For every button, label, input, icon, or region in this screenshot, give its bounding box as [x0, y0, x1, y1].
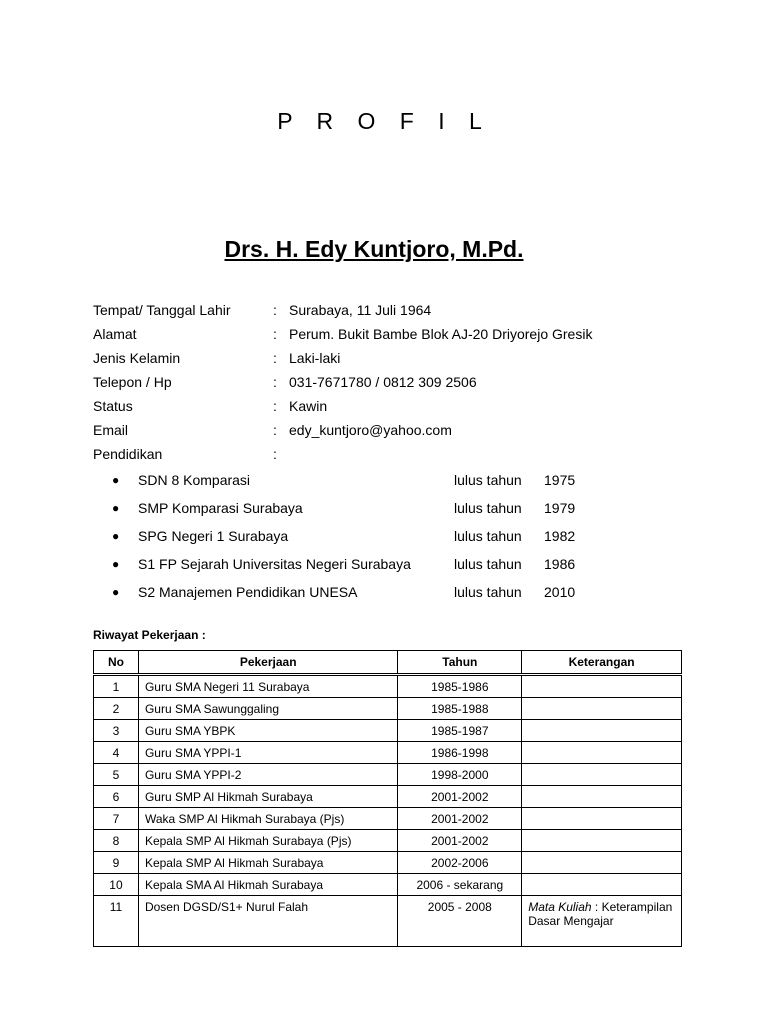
- list-item: [112, 494, 672, 522]
- cell-year: 2002-2006: [398, 852, 522, 874]
- cell-job: Guru SMA YBPK: [138, 720, 397, 742]
- graduation-label: lulus tahun: [454, 528, 522, 544]
- info-row: [93, 298, 693, 322]
- cell-no: 7: [94, 808, 139, 830]
- cell-job: Dosen DGSD/S1+ Nurul Falah: [138, 896, 397, 947]
- school-name: SDN 8 Komparasi: [138, 472, 251, 488]
- info-value: 031-7671780 / 0812 309 2506: [289, 374, 477, 390]
- cell-job: Waka SMP Al Hikmah Surabaya (Pjs): [138, 808, 397, 830]
- cell-keterangan: [522, 808, 682, 830]
- cell-year: 1986-1998: [398, 742, 522, 764]
- cell-no: 4: [94, 742, 139, 764]
- graduation-year: 1982: [544, 528, 576, 544]
- info-label: Pendidikan: [93, 446, 163, 462]
- table-row: [94, 742, 682, 764]
- bullet-icon: ●: [112, 557, 120, 571]
- info-row: [93, 370, 693, 394]
- cell-no: 9: [94, 852, 139, 874]
- table-row: [94, 698, 682, 720]
- info-colon: :: [273, 446, 277, 462]
- bullet-icon: ●: [112, 473, 120, 487]
- page-title: P R O F I L: [277, 108, 491, 134]
- list-item: [112, 466, 672, 494]
- cell-keterangan: [522, 852, 682, 874]
- cell-job: Kepala SMA Al Hikmah Surabaya: [138, 874, 397, 896]
- info-label: Alamat: [93, 326, 137, 342]
- bullet-icon: ●: [112, 529, 120, 543]
- table-row: [94, 720, 682, 742]
- list-item: [112, 578, 672, 606]
- education-list: [112, 466, 672, 606]
- graduation-year: 2010: [544, 584, 576, 600]
- graduation-year: 1986: [544, 556, 576, 572]
- info-row: [93, 394, 693, 418]
- cell-no: 5: [94, 764, 139, 786]
- cell-year: 1985-1986: [398, 675, 522, 698]
- school-name: SMP Komparasi Surabaya: [138, 500, 303, 516]
- cell-job: Kepala SMP Al Hikmah Surabaya (Pjs): [138, 830, 397, 852]
- cell-keterangan: [522, 698, 682, 720]
- info-colon: :: [273, 302, 277, 318]
- cell-job: Guru SMP Al Hikmah Surabaya: [138, 786, 397, 808]
- table-row: [94, 764, 682, 786]
- info-row: [93, 322, 693, 346]
- cell-no: 10: [94, 874, 139, 896]
- table-row: [94, 852, 682, 874]
- cell-no: 2: [94, 698, 139, 720]
- list-item: [112, 522, 672, 550]
- info-row: [93, 418, 693, 442]
- bullet-icon: ●: [112, 501, 120, 515]
- cell-year: 2001-2002: [398, 830, 522, 852]
- info-colon: :: [273, 350, 277, 366]
- graduation-label: lulus tahun: [454, 472, 522, 488]
- info-label: Status: [93, 398, 133, 414]
- header-tahun: Tahun: [398, 651, 522, 675]
- header-no: No: [94, 651, 139, 675]
- cell-no: 8: [94, 830, 139, 852]
- table-row: [94, 896, 682, 947]
- cell-no: 3: [94, 720, 139, 742]
- header-keterangan: Keterangan: [522, 651, 682, 675]
- school-name: S2 Manajemen Pendidikan UNESA: [138, 584, 358, 600]
- info-colon: :: [273, 398, 277, 414]
- info-label: Email: [93, 422, 129, 438]
- cell-year: 1985-1988: [398, 698, 522, 720]
- info-row: [93, 346, 693, 370]
- course-text: : Keterampilan Dasar Mengajar: [528, 900, 673, 928]
- info-label: Jenis Kelamin: [93, 350, 181, 366]
- cell-year: 2006 - sekarang: [398, 874, 522, 896]
- list-item: [112, 550, 672, 578]
- cell-keterangan: [522, 830, 682, 852]
- info-value: Perum. Bukit Bambe Blok AJ-20 Driyorejo Gresik: [289, 326, 593, 342]
- info-row: [93, 442, 693, 466]
- table-row: [94, 675, 682, 698]
- cell-keterangan: [522, 874, 682, 896]
- info-label: Tempat/ Tanggal Lahir: [93, 302, 231, 318]
- table-row: [94, 786, 682, 808]
- info-colon: :: [273, 374, 277, 390]
- info-value: Surabaya, 11 Juli 1964: [289, 302, 432, 318]
- cell-job: Guru SMA Negeri 11 Surabaya: [138, 675, 397, 698]
- graduation-label: lulus tahun: [454, 584, 522, 600]
- cell-year: 2001-2002: [398, 786, 522, 808]
- table-header-row: [94, 651, 682, 675]
- cell-year: 1985-1987: [398, 720, 522, 742]
- cell-no: 11: [94, 896, 139, 947]
- info-value: edy_kuntjoro@yahoo.com: [289, 422, 452, 438]
- cell-keterangan: [522, 896, 682, 947]
- cell-keterangan: [522, 742, 682, 764]
- cell-year: 1998-2000: [398, 764, 522, 786]
- table-row: [94, 874, 682, 896]
- personal-info: [93, 298, 693, 466]
- school-name: SPG Negeri 1 Surabaya: [138, 528, 289, 544]
- table-row: [94, 830, 682, 852]
- graduation-label: lulus tahun: [454, 500, 522, 516]
- graduation-label: lulus tahun: [454, 556, 522, 572]
- cell-keterangan: [522, 786, 682, 808]
- info-label: Telepon / Hp: [93, 374, 172, 390]
- bullet-icon: ●: [112, 585, 120, 599]
- cell-job: Guru SMA YPPI-1: [138, 742, 397, 764]
- info-colon: :: [273, 422, 277, 438]
- cell-job: Guru SMA Sawunggaling: [138, 698, 397, 720]
- cell-job: Kepala SMP Al Hikmah Surabaya: [138, 852, 397, 874]
- info-colon: :: [273, 326, 277, 342]
- cell-no: 1: [94, 675, 139, 698]
- cell-year: 2001-2002: [398, 808, 522, 830]
- graduation-year: 1975: [544, 472, 576, 488]
- cell-year: 2005 - 2008: [398, 896, 522, 947]
- school-name: S1 FP Sejarah Universitas Negeri Surabaya: [138, 556, 411, 572]
- info-value: Laki-laki: [289, 350, 341, 366]
- course-label: Mata Kuliah: [528, 900, 592, 914]
- work-history-title: Riwayat Pekerjaan :: [93, 628, 206, 642]
- work-history-table: [93, 650, 682, 947]
- info-value: Kawin: [289, 398, 328, 414]
- table-row: [94, 808, 682, 830]
- cell-keterangan: [522, 720, 682, 742]
- cell-keterangan: [522, 675, 682, 698]
- person-name: Drs. H. Edy Kuntjoro, M.Pd.: [224, 236, 524, 262]
- graduation-year: 1979: [544, 500, 576, 516]
- header-pekerjaan: Pekerjaan: [138, 651, 397, 675]
- cell-keterangan: [522, 764, 682, 786]
- cell-job: Guru SMA YPPI-2: [138, 764, 397, 786]
- cell-no: 6: [94, 786, 139, 808]
